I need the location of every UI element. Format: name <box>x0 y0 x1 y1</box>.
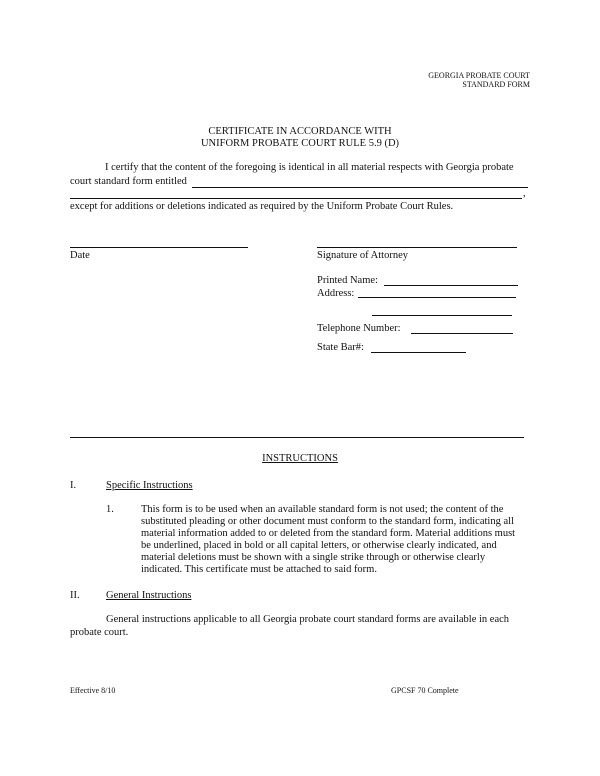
section-1-title: Specific Instructions <box>106 480 193 491</box>
section-2-title: General Instructions <box>106 590 192 601</box>
page-title <box>0 126 600 150</box>
certification-line-2: court standard form entitled <box>70 176 187 187</box>
certification-line-1: I certify that the content of the foregoing is identical in all material respects with Georgia probate <box>105 162 514 173</box>
form-type: STANDARD FORM <box>462 80 530 89</box>
certification-line-3: except for additions or deletions indicated as required by the Uniform Probate Court Rules. <box>70 201 454 212</box>
address-line-2 <box>372 315 512 316</box>
title-line-1: CERTIFICATE IN ACCORDANCE WITH <box>208 126 392 137</box>
court-name: GEORGIA PROBATE COURT <box>428 71 530 80</box>
item-1-line: be underlined, placed in bold or all capital letters, or otherwise clearly indicated, and <box>141 540 497 551</box>
telephone-label: Telephone Number: <box>317 323 401 334</box>
instructions-heading: INSTRUCTIONS <box>262 453 338 464</box>
item-1-line: substituted pleading or other document must conform to the standard form, indicating all <box>141 516 514 527</box>
signature-label: Signature of Attorney <box>317 250 408 261</box>
item-1-line: indicated. This certificate must be attached to said form. <box>141 564 377 575</box>
item-1-line: This form is to be used when an available standard form is not used; the content of the <box>141 504 504 515</box>
title-line-2: UNIFORM PROBATE COURT RULE 5.9 (D) <box>200 138 400 149</box>
footer-form-code: GPCSF 70 Complete <box>391 686 459 695</box>
item-1-number: 1. <box>106 504 114 515</box>
form-title-blank-line-2 <box>70 198 522 199</box>
item-1-text <box>141 504 536 576</box>
telephone-line <box>411 333 513 334</box>
printed-name-line <box>384 285 518 286</box>
section-2-number: II. <box>70 590 80 601</box>
date-label: Date <box>70 250 90 261</box>
section-divider <box>70 437 524 438</box>
section-1-number: I. <box>70 480 77 491</box>
footer-effective-date: Effective 8/10 <box>70 686 116 695</box>
state-bar-label: State Bar#: <box>317 342 364 353</box>
item-1-line: material deletions must be shown with a single strike through or otherwise clearly <box>141 552 486 563</box>
item-1-line: material information added to or deleted from the standard form. Material additions must <box>141 528 516 539</box>
signature-line <box>317 247 517 248</box>
general-instructions-line-1: General instructions applicable to all Georgia probate court standard forms are available in each <box>106 614 510 625</box>
court-header <box>420 71 530 89</box>
state-bar-line <box>371 352 466 353</box>
certification-comma: , <box>523 188 526 199</box>
form-title-blank-line <box>192 187 528 188</box>
address-label: Address: <box>317 288 355 299</box>
address-line-1 <box>358 297 516 298</box>
general-instructions-line-2: probate court. <box>70 627 129 638</box>
date-line <box>70 247 248 248</box>
printed-name-label: Printed Name: <box>317 275 378 286</box>
